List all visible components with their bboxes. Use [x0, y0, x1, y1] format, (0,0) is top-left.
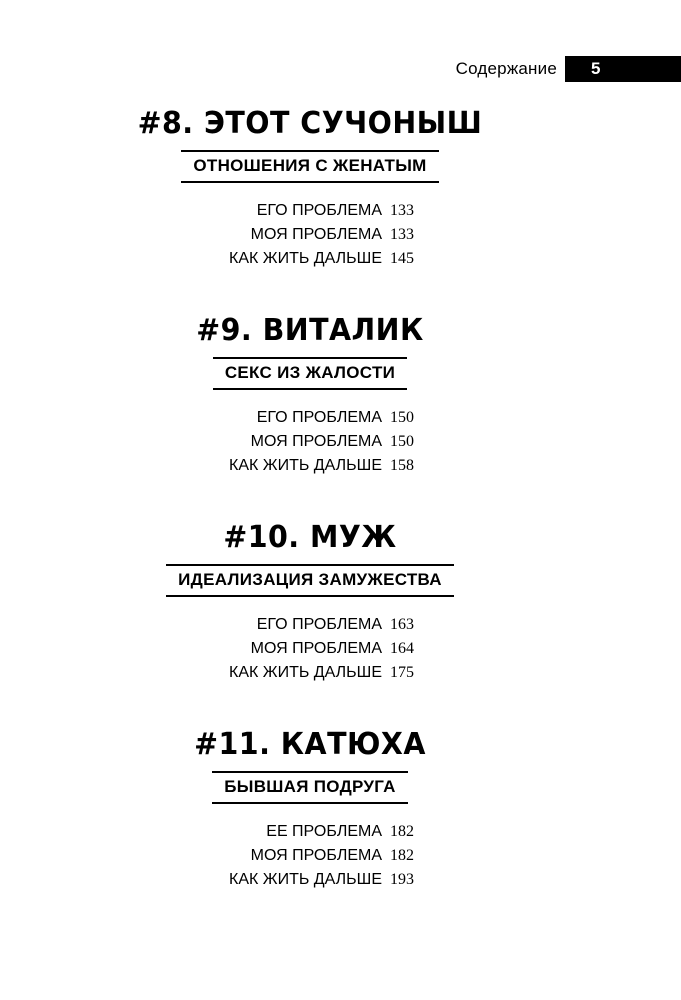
toc-entry[interactable]: [0, 430, 620, 454]
page-number-badge: [565, 56, 681, 82]
entry-page: 145: [390, 250, 414, 267]
chapter-subheading: ИДЕАЛИЗАЦИЯ ЗАМУЖЕСТВА: [166, 564, 454, 597]
toc-entry[interactable]: [0, 844, 620, 868]
chapter-heading: #11. КАТЮХА: [194, 727, 426, 762]
toc-entry[interactable]: [0, 637, 620, 661]
entry-label: ЕГО ПРОБЛЕМА: [256, 409, 382, 426]
entry-label: КАК ЖИТЬ ДАЛЬШЕ: [229, 250, 382, 267]
entry-page: 163: [390, 616, 414, 633]
toc-entries: [0, 406, 620, 478]
toc-entry[interactable]: [0, 661, 620, 685]
toc-entry[interactable]: [0, 820, 620, 844]
toc-entry[interactable]: [0, 868, 620, 892]
toc-section-11: [0, 725, 620, 892]
entry-label: МОЯ ПРОБЛЕМА: [250, 433, 382, 450]
entry-page: 175: [390, 664, 414, 681]
entry-page: 133: [390, 202, 414, 219]
entry-label: ЕЕ ПРОБЛЕМА: [266, 823, 382, 840]
entry-page: 193: [390, 871, 414, 888]
toc-section-9: [0, 311, 620, 478]
chapter-subheading: ОТНОШЕНИЯ С ЖЕНАТЫМ: [181, 150, 438, 183]
entry-label: КАК ЖИТЬ ДАЛЬШЕ: [229, 457, 382, 474]
entry-label: МОЯ ПРОБЛЕМА: [250, 640, 382, 657]
chapter-subheading: СЕКС ИЗ ЖАЛОСТИ: [213, 357, 407, 390]
chapter-subheading: БЫВШАЯ ПОДРУГА: [212, 771, 408, 804]
entry-page: 150: [390, 433, 414, 450]
entry-label: МОЯ ПРОБЛЕМА: [250, 847, 382, 864]
header-title: Содержание: [455, 59, 557, 78]
entry-label: ЕГО ПРОБЛЕМА: [256, 202, 382, 219]
toc-entry[interactable]: [0, 406, 620, 430]
running-header: [456, 56, 681, 82]
entry-page: 158: [390, 457, 414, 474]
entry-page: 182: [390, 847, 414, 864]
toc-entry[interactable]: [0, 199, 620, 223]
page-number: 5: [591, 59, 601, 78]
entry-page: 164: [390, 640, 414, 657]
toc-entry[interactable]: [0, 454, 620, 478]
chapter-heading: #8. ЭТОТ СУЧОНЫШ: [137, 106, 483, 141]
chapter-heading: #10. МУЖ: [223, 520, 397, 555]
entry-label: КАК ЖИТЬ ДАЛЬШЕ: [229, 664, 382, 681]
chapter-heading: #9. ВИТАЛИК: [196, 313, 424, 348]
entry-label: ЕГО ПРОБЛЕМА: [256, 616, 382, 633]
entry-page: 150: [390, 409, 414, 426]
toc-entries: [0, 199, 620, 271]
entry-label: КАК ЖИТЬ ДАЛЬШЕ: [229, 871, 382, 888]
entry-page: 182: [390, 823, 414, 840]
toc-section-10: [0, 518, 620, 685]
toc-entry[interactable]: [0, 247, 620, 271]
entry-page: 133: [390, 226, 414, 243]
toc-entries: [0, 820, 620, 892]
toc-section-8: [0, 104, 620, 271]
entry-label: МОЯ ПРОБЛЕМА: [250, 226, 382, 243]
toc-entry[interactable]: [0, 223, 620, 247]
toc-entry[interactable]: [0, 613, 620, 637]
toc-entries: [0, 613, 620, 685]
